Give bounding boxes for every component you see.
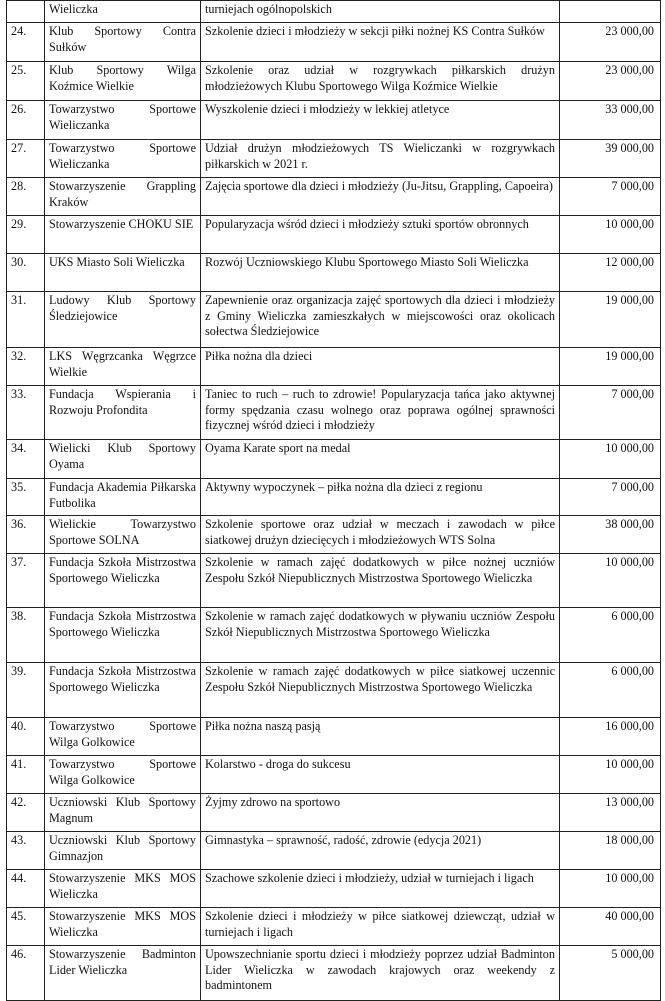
table-row [7, 101, 661, 140]
amount-cell: 10 000,00 [560, 216, 661, 254]
row-number: 30. [7, 254, 45, 292]
table-body [7, 1, 661, 1001]
row-number: 35. [7, 479, 45, 516]
description-cell: Szachowe szkolenie dzieci i młodzieży, udział w turniejach i ligach [201, 870, 560, 908]
amount-cell: 40 000,00 [560, 908, 661, 946]
amount-cell: 13 000,00 [560, 794, 661, 832]
table-row [7, 348, 661, 386]
table-row [7, 663, 661, 718]
table-row [7, 440, 661, 479]
description-cell: Piłka nożna naszą pasją [201, 718, 560, 756]
description-cell: Kolarstwo - droga do sukcesu [201, 756, 560, 794]
table-row [7, 608, 661, 663]
organization-cell: UKS Miasto Soli Wieliczka [45, 254, 201, 292]
organization-cell: Towarzystwo Sportowe Wilga Golkowice [45, 756, 201, 794]
table-row [7, 516, 661, 554]
description-cell: Aktywny wypoczynek – piłka nożna dla dzieci z regionu [201, 479, 560, 516]
table-row [7, 178, 661, 216]
row-number: 38. [7, 608, 45, 663]
row-number: 24. [7, 23, 45, 62]
amount-cell: 23 000,00 [560, 62, 661, 101]
table-row [7, 216, 661, 254]
amount-cell: 19 000,00 [560, 348, 661, 386]
table-row [7, 1, 661, 23]
description-cell: Oyama Karate sport na medal [201, 440, 560, 479]
organization-cell: Fundacja Szkoła Mistrzostwa Sportowego Wieliczka [45, 554, 201, 608]
description-cell: Udział drużyn młodzieżowych TS Wieliczanki w rozgrywkach piłkarskich w 2021 r. [201, 140, 560, 178]
grants-table [6, 0, 661, 1001]
row-number: 27. [7, 140, 45, 178]
row-number [7, 1, 45, 23]
row-number: 34. [7, 440, 45, 479]
row-number: 43. [7, 832, 45, 870]
description-cell: Rozwój Uczniowskiego Klubu Sportowego Miasto Soli Wieliczka [201, 254, 560, 292]
organization-cell: Stowarzyszenie MKS MOS Wieliczka [45, 908, 201, 946]
description-cell: Szkolenie oraz udział w rozgrywkach piłkarskich drużyn młodzieżowych Klubu Sportowego Wilga Koźmice Wielkie [201, 62, 560, 101]
row-number: 36. [7, 516, 45, 554]
amount-cell: 7 000,00 [560, 386, 661, 440]
description-cell: Szkolenie dzieci i młodzieży w piłce siatkowej dziewcząt, udział w turniejach i ligach [201, 908, 560, 946]
row-number: 45. [7, 908, 45, 946]
organization-cell: Stowarzyszenie MKS MOS Wieliczka [45, 870, 201, 908]
table-row [7, 946, 661, 1001]
description-cell: Szkolenie w ramach zajęć dodatkowych w pływaniu uczniów Zespołu Szkół Niepublicznych Mistrzostwa Sportowego Wieliczka [201, 608, 560, 663]
amount-cell: 39 000,00 [560, 140, 661, 178]
organization-cell: Uczniowski Klub Sportowy Gimnazjon [45, 832, 201, 870]
description-cell: Zapewnienie oraz organizacja zajęć sportowych dla dzieci i młodzieży z Gminy Wieliczka zamieszkałych w miejscowości oraz okolicach sołectwa Śledziejowice [201, 292, 560, 348]
table-row [7, 794, 661, 832]
organization-cell: Towarzystwo Sportowe Wilga Golkowice [45, 718, 201, 756]
description-cell: Szkolenie w ramach zajęć dodatkowych w piłce siatkowej uczennic Zespołu Szkół Niepublicznych Mistrzostwa Sportowego Wieliczka [201, 663, 560, 718]
description-cell: Żyjmy zdrowo na sportowo [201, 794, 560, 832]
amount-cell: 10 000,00 [560, 756, 661, 794]
organization-cell: Wieliczka [45, 1, 201, 23]
amount-cell: 6 000,00 [560, 663, 661, 718]
description-cell: Wyszkolenie dzieci i młodzieży w lekkiej atletyce [201, 101, 560, 140]
description-cell: Zajęcia sportowe dla dzieci i młodzieży (Ju-Jitsu, Grappling, Capoeira) [201, 178, 560, 216]
row-number: 40. [7, 718, 45, 756]
organization-cell: Towarzystwo Sportowe Wieliczanka [45, 140, 201, 178]
table-row [7, 292, 661, 348]
row-number: 32. [7, 348, 45, 386]
table-row [7, 23, 661, 62]
row-number: 46. [7, 946, 45, 1001]
description-cell: Szkolenie sportowe oraz udział w meczach i zawodach w piłce siatkowej drużyn dziecięcych i młodzieżowych WTS Solna [201, 516, 560, 554]
amount-cell [560, 1, 661, 23]
description-cell: Szkolenie dzieci i młodzieży w sekcji piłki nożnej KS Contra Sułków [201, 23, 560, 62]
row-number: 31. [7, 292, 45, 348]
organization-cell: Towarzystwo Sportowe Wieliczanka [45, 101, 201, 140]
amount-cell: 23 000,00 [560, 23, 661, 62]
description-cell: Piłka nożna dla dzieci [201, 348, 560, 386]
table-row [7, 870, 661, 908]
table-row [7, 62, 661, 101]
amount-cell: 19 000,00 [560, 292, 661, 348]
table-row [7, 756, 661, 794]
organization-cell: Fundacja Wspierania i Rozwoju Profondita [45, 386, 201, 440]
organization-cell: Wielickie Towarzystwo Sportowe SOLNA [45, 516, 201, 554]
row-number: 33. [7, 386, 45, 440]
organization-cell: Stowarzyszenie Badminton Lider Wieliczka [45, 946, 201, 1001]
amount-cell: 7 000,00 [560, 178, 661, 216]
organization-cell: Ludowy Klub Sportowy Śledziejowice [45, 292, 201, 348]
amount-cell: 12 000,00 [560, 254, 661, 292]
description-cell: Upowszechnianie sportu dzieci i młodzieży poprzez udział Badminton Lider Wieliczka w zawodach krajowych oraz weekendy z badmintonem [201, 946, 560, 1001]
row-number: 29. [7, 216, 45, 254]
table-row [7, 254, 661, 292]
organization-cell: Stowarzyszenie Grappling Kraków [45, 178, 201, 216]
organization-cell: Wielicki Klub Sportowy Oyama [45, 440, 201, 479]
row-number: 42. [7, 794, 45, 832]
description-cell: turniejach ogólnopolskich [201, 1, 560, 23]
table-row [7, 832, 661, 870]
row-number: 28. [7, 178, 45, 216]
row-number: 44. [7, 870, 45, 908]
amount-cell: 38 000,00 [560, 516, 661, 554]
description-cell: Gimnastyka – sprawność, radość, zdrowie (edycja 2021) [201, 832, 560, 870]
organization-cell: Klub Sportowy Contra Sułków [45, 23, 201, 62]
organization-cell: Uczniowski Klub Sportowy Magnum [45, 794, 201, 832]
table-row [7, 386, 661, 440]
table-row [7, 140, 661, 178]
row-number: 25. [7, 62, 45, 101]
row-number: 37. [7, 554, 45, 608]
amount-cell: 10 000,00 [560, 870, 661, 908]
description-cell: Popularyzacja wśród dzieci i młodzieży sztuki sportów obronnych [201, 216, 560, 254]
amount-cell: 33 000,00 [560, 101, 661, 140]
organization-cell: Fundacja Szkoła Mistrzostwa Sportowego Wieliczka [45, 663, 201, 718]
row-number: 26. [7, 101, 45, 140]
row-number: 39. [7, 663, 45, 718]
amount-cell: 6 000,00 [560, 608, 661, 663]
table-row [7, 554, 661, 608]
table-row [7, 479, 661, 516]
amount-cell: 5 000,00 [560, 946, 661, 1001]
amount-cell: 10 000,00 [560, 554, 661, 608]
organization-cell: Klub Sportowy Wilga Koźmice Wielkie [45, 62, 201, 101]
description-cell: Taniec to ruch – ruch to zdrowie! Popularyzacja tańca jako aktywnej formy spędzania czasu wolnego oraz poprawa ogólnej sprawności fizycznej wśród dzieci i młodzieży [201, 386, 560, 440]
amount-cell: 16 000,00 [560, 718, 661, 756]
amount-cell: 7 000,00 [560, 479, 661, 516]
amount-cell: 10 000,00 [560, 440, 661, 479]
amount-cell: 18 000,00 [560, 832, 661, 870]
organization-cell: Stowarzyszenie CHOKU SIE [45, 216, 201, 254]
organization-cell: Fundacja Szkoła Mistrzostwa Sportowego Wieliczka [45, 608, 201, 663]
row-number: 41. [7, 756, 45, 794]
organization-cell: Fundacja Akademia Piłkarska Futbolika [45, 479, 201, 516]
organization-cell: LKS Węgrzcanka Węgrzce Wielkie [45, 348, 201, 386]
description-cell: Szkolenie w ramach zajęć dodatkowych w piłce nożnej uczniów Zespołu Szkół Niepublicznych Mistrzostwa Sportowego Wieliczka [201, 554, 560, 608]
table-row [7, 908, 661, 946]
table-row [7, 718, 661, 756]
